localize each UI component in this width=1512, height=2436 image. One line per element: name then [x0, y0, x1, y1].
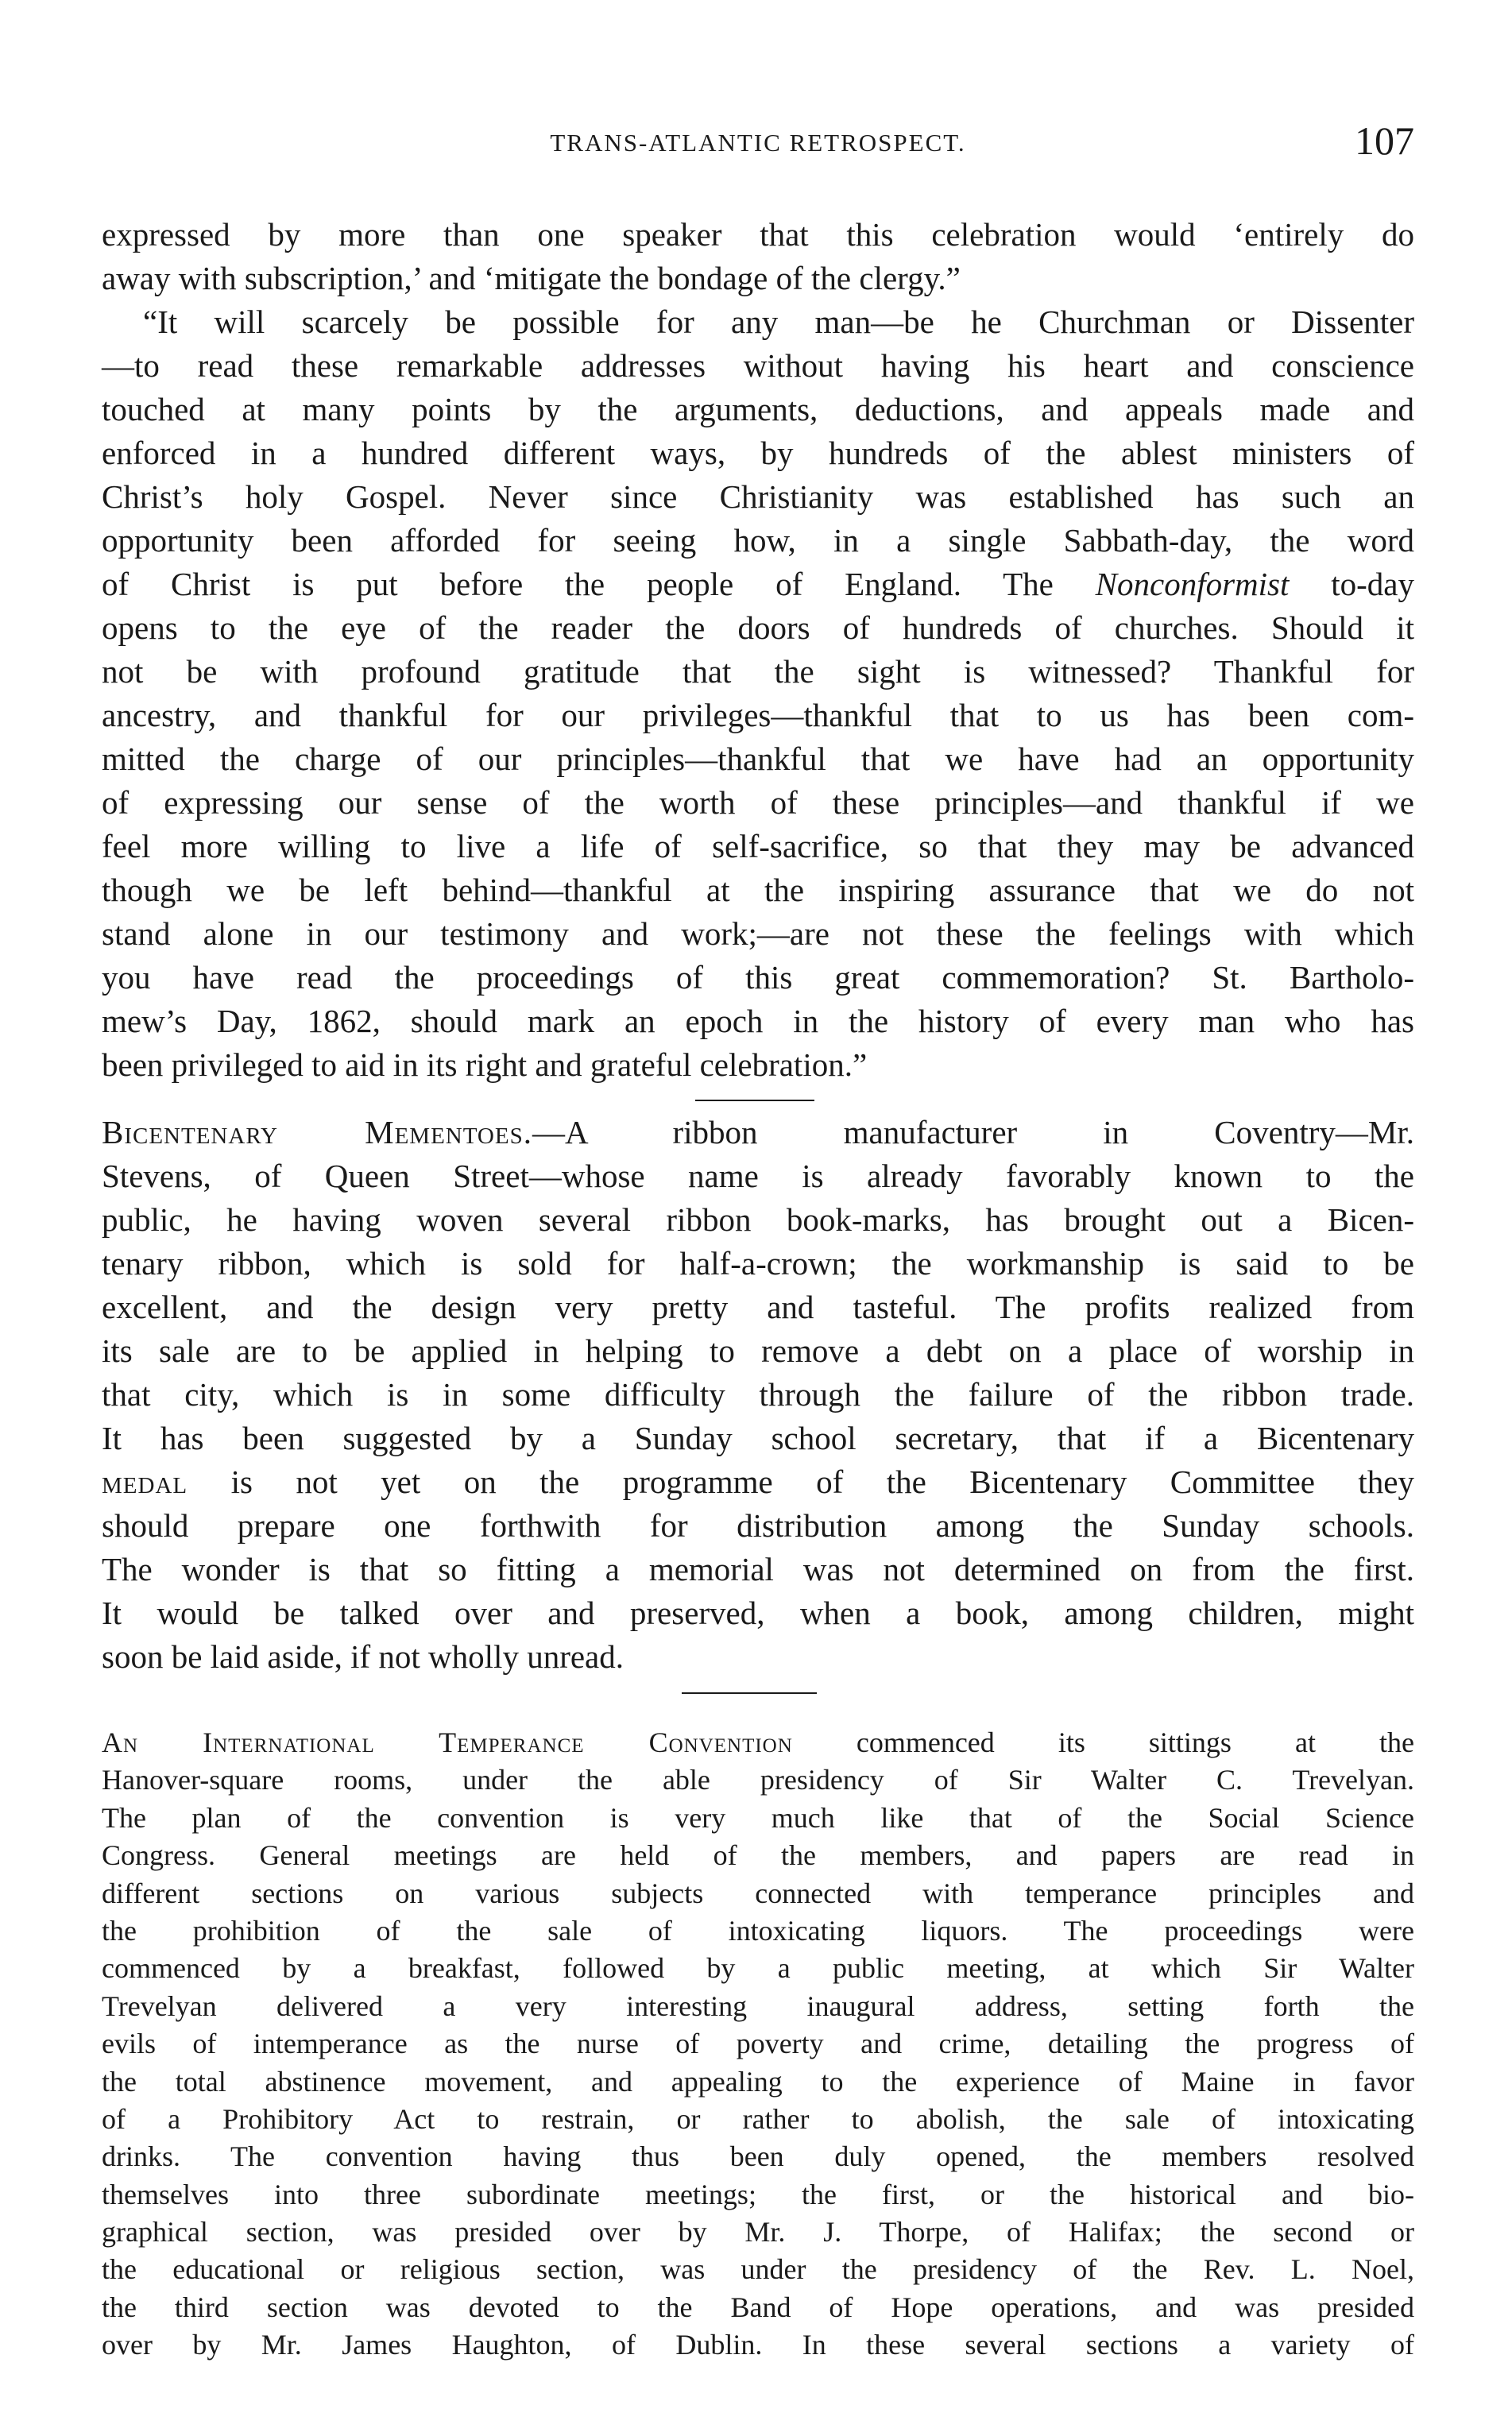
text-line: enforced in a hundred different ways, by hundreds of the ablest ministers of — [102, 435, 1414, 471]
text-line: over by Mr. James Haughton, of Dublin. In these several sections a variety of — [102, 2329, 1414, 2361]
text-line: The wonder is that so fitting a memorial was not determined on from the first. — [102, 1551, 1414, 1587]
text-line: excellent, and the design very pretty and tasteful. The profits realized from — [102, 1289, 1414, 1325]
text-line: tenary ribbon, which is sold for half-a-crown; the workmanship is said to be — [102, 1245, 1414, 1282]
text-line: commenced by a breakfast, followed by a public meeting, at which Sir Walter — [102, 1952, 1414, 1985]
paragraph-quotation — [102, 213, 1414, 1087]
text-line: public, he having woven several ribbon book-marks, has brought out a Bicen- — [102, 1201, 1414, 1238]
text-line: stand alone in our testimony and work;—are not these the feelings with which — [102, 915, 1414, 952]
text-line: the third section was devoted to the Band of Hope operations, and was presided — [102, 2291, 1414, 2323]
text-line: It has been suggested by a Sunday school secretary, that if a Bicentenary — [102, 1420, 1414, 1456]
page-number: 107 — [1355, 118, 1414, 163]
text-line: opportunity been afforded for seeing how, in a single Sabbath-day, the word — [102, 522, 1414, 559]
text-line: been privileged to aid in its right and grateful celebration.” — [102, 1046, 868, 1083]
text-fragment: —A ribbon manufacturer in Coventry—Mr. — [532, 1114, 1414, 1150]
periodical-title: Nonconformist — [1095, 566, 1290, 602]
page-header — [102, 118, 1414, 176]
text-line: expressed by more than one speaker that this celebration would ‘entirely do — [102, 216, 1414, 253]
paragraph-bicentenary-mementoes — [102, 1111, 1414, 1679]
emphasized-word: medal — [102, 1464, 188, 1500]
text-line: The plan of the convention is very much like that of the Social Science — [102, 1801, 1414, 1834]
text-line: not be with profound gratitude that the sight is witnessed? Thankful for — [102, 653, 1414, 690]
text-line: its sale are to be applied in helping to remove a debt on a place of worship in — [102, 1332, 1414, 1369]
text-line: should prepare one forthwith for distribution among the Sunday schools. — [102, 1507, 1414, 1544]
text-line: though we be left behind—thankful at the inspiring assurance that we do not — [102, 872, 1414, 908]
text-line: opens to the eye of the reader the doors of hundreds of churches. Should it — [102, 609, 1414, 646]
text-line: mitted the charge of our principles—thankful that we have had an opportunity — [102, 740, 1414, 777]
text-line: the prohibition of the sale of intoxicating liquors. The proceedings were — [102, 1914, 1414, 1947]
text-line: Congress. General meetings are held of the members, and papers are read in — [102, 1839, 1414, 1872]
text-line: of Christ is put before the people of England. The Nonconformist to-day — [102, 566, 1414, 602]
text-line: different sections on various subjects connected with temperance principles and — [102, 1877, 1414, 1909]
text-line: It would be talked over and preserved, when a book, among children, might — [102, 1595, 1414, 1631]
text-line: Stevens, of Queen Street—whose name is already favorably known to the — [102, 1158, 1414, 1194]
text-fragment: commenced its sittings at the — [792, 1726, 1414, 1758]
text-line: Christ’s holy Gospel. Never since Christianity was established has such an — [102, 478, 1414, 515]
running-title: TRANS-ATLANTIC RETROSPECT. — [550, 129, 966, 157]
text-line: mew’s Day, 1862, should mark an epoch in the history of every man who has — [102, 1003, 1414, 1039]
text-line — [102, 1460, 1414, 1504]
text-line: the total abstinence movement, and appealing to the experience of Maine in favor — [102, 2065, 1414, 2098]
text-line: Trevelyan delivered a very interesting inaugural address, setting forth the — [102, 1989, 1414, 2022]
text-line: the educational or religious section, was under the presidency of the Rev. L. Noel, — [102, 2253, 1414, 2286]
text-line: Hanover-square rooms, under the able presidency of Sir Walter C. Trevelyan. — [102, 1764, 1414, 1796]
text-line — [102, 1111, 1414, 1154]
paragraph-temperance-convention — [102, 1724, 1414, 2364]
text-line: touched at many points by the arguments, deductions, and appeals made and — [102, 391, 1414, 427]
text-line: you have read the proceedings of this great commemoration? St. Bartholo- — [102, 959, 1414, 996]
section-heading: Bicentenary Mementoes. — [102, 1114, 532, 1150]
text-line: of a Prohibitory Act to restrain, or rather to abolish, the sale of intoxicating — [102, 2102, 1414, 2135]
text-line: themselves into three subordinate meetings; the first, or the historical and bio- — [102, 2178, 1414, 2210]
text-line: away with subscription,’ and ‘mitigate the bondage of the clergy.” — [102, 260, 961, 296]
text-line: graphical section, was presided over by Mr. J. Thorpe, of Halifax; the second or — [102, 2216, 1414, 2248]
text-line: “It will scarcely be possible for any man—be he Churchman or Dissenter — [143, 304, 1414, 340]
text-line: ancestry, and thankful for our privileges—thankful that to us has been com- — [102, 697, 1414, 733]
text-fragment: is not yet on the programme of the Bicentenary Committee they — [230, 1464, 1414, 1500]
text-line: soon be laid aside, if not wholly unread. — [102, 1638, 625, 1675]
text-line: of expressing our sense of the worth of these principles—and thankful if we — [102, 784, 1414, 821]
section-divider — [695, 1100, 814, 1101]
section-divider — [682, 1692, 817, 1694]
text-line — [102, 1724, 1414, 1761]
text-line: that city, which is in some difficulty through the failure of the ribbon trade. — [102, 1376, 1414, 1413]
text-line: —to read these remarkable addresses without having his heart and conscience — [102, 347, 1414, 384]
text-line: evils of intemperance as the nurse of poverty and crime, detailing the progress of — [102, 2028, 1414, 2060]
text-line: drinks. The convention having thus been duly opened, the members resolved — [102, 2140, 1414, 2173]
text-line: feel more willing to live a life of self-sacrifice, so that they may be advanced — [102, 828, 1414, 864]
section-heading: An International Temperance Convention — [102, 1726, 793, 1758]
